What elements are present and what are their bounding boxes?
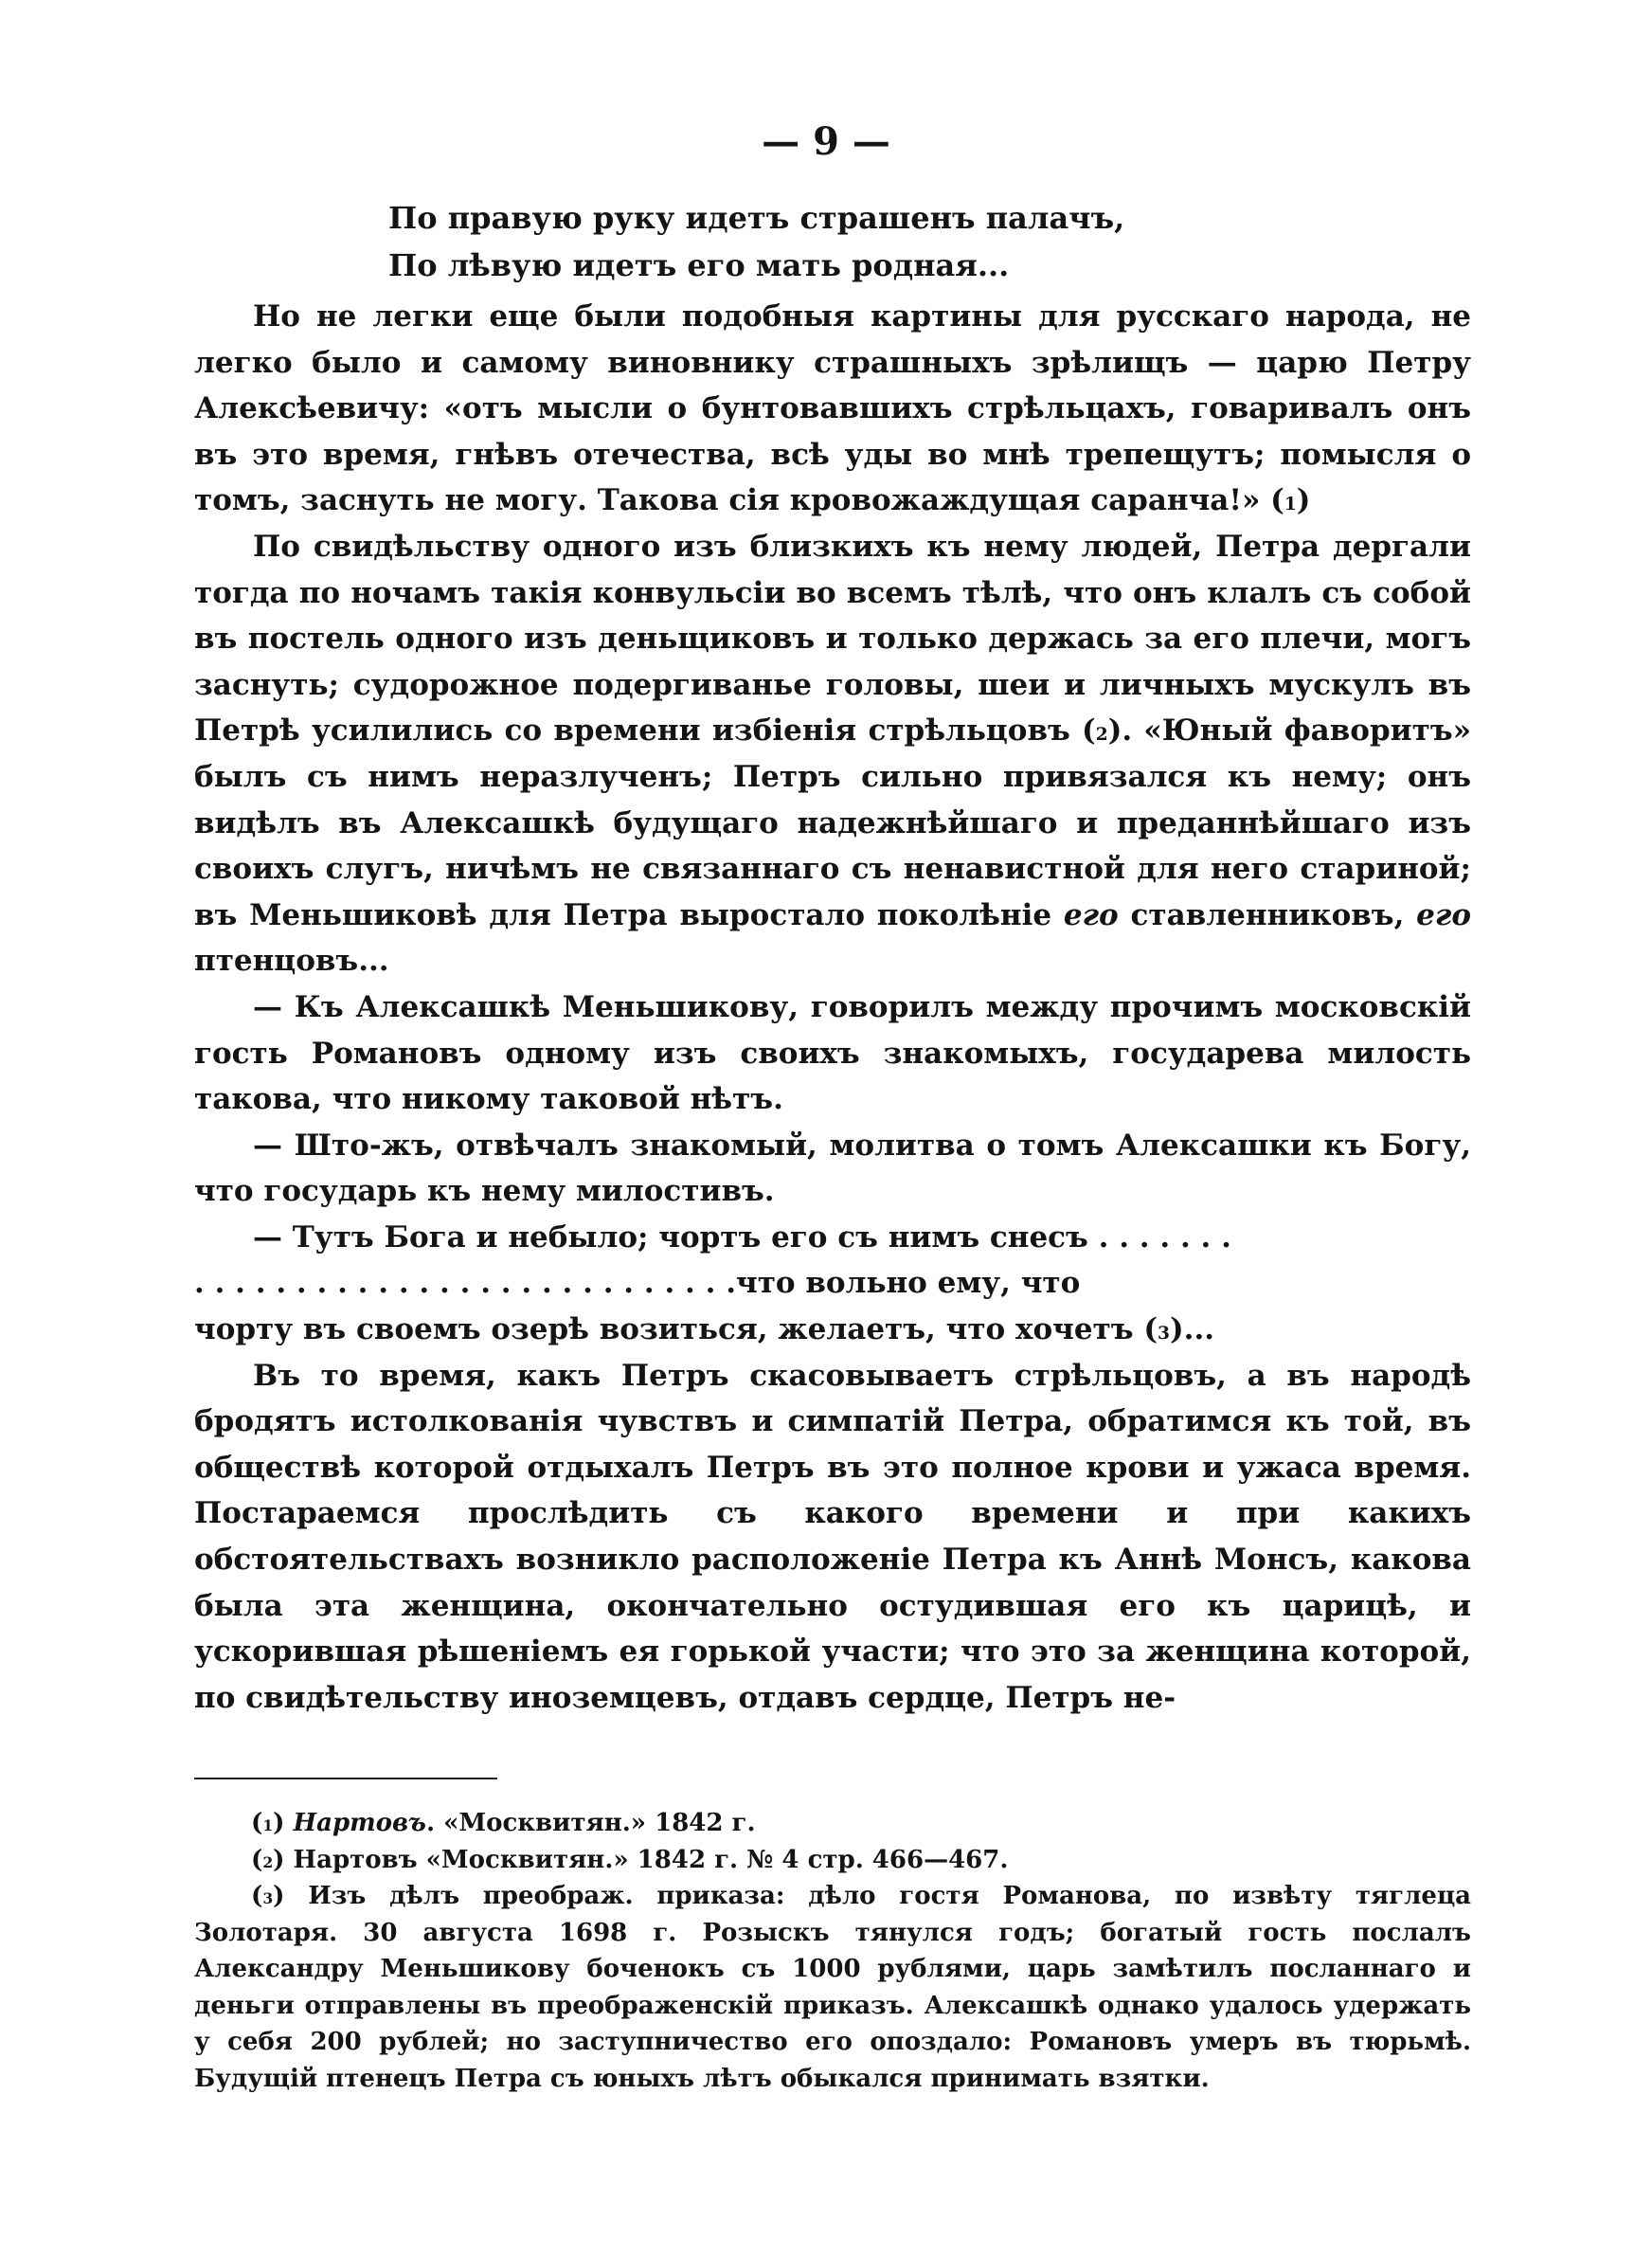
footnote-3-text: Изъ дѣлъ преображ. приказа: дѣло гостя Романова, по извѣту тяглеца Золотаря. 30 августа 1698 г. Розыскъ тянулся годъ; богатый гость послалъ Александру Меньшикову боченокъ съ 1000 рублями, царь замѣтилъ посланнаго и деньги отправлены въ преображенскій приказъ. Алексашкѣ однако удалось удержать у себя 200 рублей; но заступничество его опоздало: Романовъ умеръ въ тюрьмѣ. Будущій птенецъ Петра съ юныхъ лѣтъ обыкался принимать взятки. bbox=[194, 1882, 1471, 2093]
page-number: — 9 — bbox=[762, 119, 890, 164]
footnote-1-mark: 1 bbox=[262, 1816, 274, 1834]
footnote-2: ($^2$) Нартовъ «Москвитян.» 1842 г. № 4 стр. 466—467. bbox=[251, 1845, 1009, 1874]
paragraph-2-part-b: ). «Юный фаворитъ» былъ съ нимъ неразлученъ; Петръ сильно привязался къ нему; онъ видѣлъ въ Алексашкѣ будущаго надежнѣйшаго и преданнѣйшаго изъ своихъ слугъ, ничѣмъ не связаннаго съ ненавистной для него стариной; въ Меньшиковѣ для Петра выростало поколѣніе bbox=[194, 713, 1471, 932]
emphasis-his-1: его bbox=[1063, 897, 1119, 932]
paragraph-5-dots-line bbox=[194, 1260, 1471, 1307]
paragraph-5 bbox=[194, 1215, 1471, 1261]
footnote-2-text: Нартовъ «Москвитян.» 1842 г. № 4 стр. 466—467. bbox=[293, 1845, 1009, 1874]
paragraph-1 bbox=[194, 294, 1471, 524]
footnote-2-mark: 2 bbox=[262, 1852, 274, 1871]
poem-quote bbox=[388, 194, 1124, 289]
body-text bbox=[194, 294, 1471, 1721]
footnote-ref-2: 2 bbox=[1095, 725, 1108, 746]
footnote-1: ($^1$) Нартовъ. «Москвитян.» 1842 г. bbox=[251, 1809, 756, 1837]
paragraph-3: — Къ Алексашкѣ Меньшикову, говорилъ между прочимъ московскій гость Романовъ одному изъ своихъ знакомыхъ, государева милость такова, что никому таковой нѣтъ. bbox=[194, 989, 1471, 1117]
paragraph-2-part-d: птенцовъ... bbox=[194, 944, 389, 979]
paragraph-6: Въ то время, какъ Петръ скасовываетъ стрѣльцовъ, а въ народѣ бродятъ истолкованія чувствъ и симпатій Петра, обратимся къ той, въ обществѣ которой отдыхалъ Петръ въ это полное крови и ужаса время. Постараемся прослѣдить съ какого времени и при какихъ обстоятельствахъ возникло расположеніе Петра къ Аннѣ Монсъ, какова была эта женщина, окончательно остудившая его къ царицѣ, и ускорившая рѣшеніемъ ея горькой участи; что это за женщина которой, по свидѣтельству иноземцевъ, отдавъ сердце, Петръ не- bbox=[194, 1358, 1471, 1715]
paragraph-5-line-2: . . . . . . . . . . . . . . . . . . . . . . . . . . .что вольно ему, что bbox=[194, 1266, 1081, 1301]
paragraph-4: — Што-жъ, отвѣчалъ знакомый, молитва о томъ Алексашки къ Богу, что государь къ нему милостивъ. bbox=[194, 1128, 1471, 1209]
footnote-divider bbox=[194, 1778, 497, 1779]
emphasis-his-2: его bbox=[1416, 897, 1471, 932]
paragraph-5-end: )... bbox=[1169, 1312, 1215, 1347]
footnote-1-text: . «Москвитян.» 1842 г. bbox=[425, 1809, 756, 1837]
paragraph-5-line-1: — Тутъ Бога и небыло; чортъ его съ нимъ снесъ . . . . . . . bbox=[253, 1219, 1231, 1255]
footnote-3: ($^3$) Изъ дѣлъ преображ. приказа: дѣло гостя Романова, по извѣту тяглеца Золотаря. 30 августа 1698 г. Розыскъ тянулся годъ; богатый гость послалъ Александру Меньшикову боченокъ съ 1000 рублями, царь замѣтилъ посланнаго и деньги отправлены въ преображенскій приказъ. Алексашкѣ однако удалось удержать у себя 200 рублей; но заступничество его опоздало: Романовъ умеръ въ тюрьмѣ. Будущій птенецъ Петра съ юныхъ лѣтъ обыкался принимать взятки. bbox=[194, 1882, 1471, 2093]
paragraph-2-part-a: По свидѣльству одного изъ близкихъ къ нему людей, Петра дергали тогда по ночамъ такія конвульсіи во всемъ тѣлѣ, что онъ клалъ съ собой въ постель одного изъ деньщиковъ и только держась за его плечи, могъ заснуть; судорожное подергиванье головы, шеи и личныхъ мускулъ въ Петрѣ усилились со времени избіенія стрѣльцовъ ( bbox=[194, 529, 1471, 749]
paragraph-2-part-c: ставленниковъ, bbox=[1118, 897, 1417, 932]
paragraph-1-end: ) bbox=[1296, 483, 1311, 518]
footnote-1-author: Нартовъ bbox=[293, 1809, 426, 1837]
paragraph-2 bbox=[194, 524, 1471, 984]
poem-line-2: По лѣвую идетъ его мать родная... bbox=[388, 247, 1010, 283]
poem-line-1: По правую руку идетъ страшенъ палачъ, bbox=[388, 200, 1125, 236]
footnote-ref-1: 1 bbox=[1284, 495, 1297, 515]
footnote-ref-3: 3 bbox=[1158, 1324, 1170, 1345]
paragraph-5-line-3: чорту въ своемъ озерѣ возиться, желаетъ, что хочетъ ( bbox=[194, 1312, 1158, 1347]
paragraph-5-final-line bbox=[194, 1307, 1471, 1353]
footnotes bbox=[194, 1805, 1471, 2097]
paragraph-1-text: Но не легки еще были подобныя картины для русскаго народа, не легко было и самому виновнику страшныхъ зрѣлищъ — царю Петру Алексѣевичу: «отъ мысли о бунтовавшихъ стрѣльцахъ, говаривалъ онъ въ это время, гнѣвъ отечества, всѣ уды во мнѣ трепещутъ; помысля о томъ, заснуть не могу. Такова сія кровожаждущая саранча!» ( bbox=[194, 299, 1471, 518]
footnote-3-mark: 3 bbox=[262, 1889, 274, 1907]
